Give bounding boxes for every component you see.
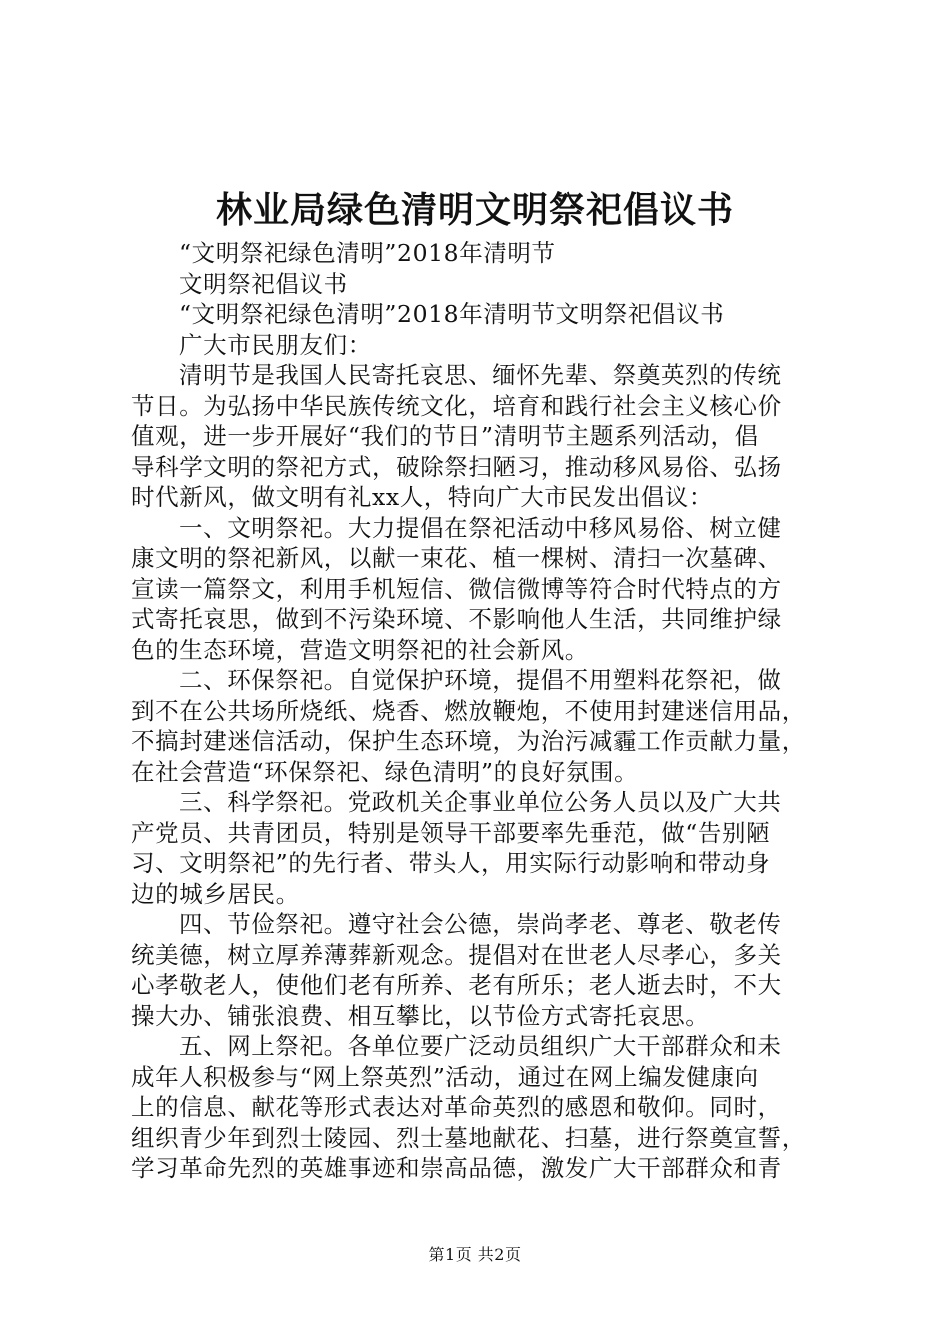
body-line: 式寄托哀思，做到不污染环境、不影响他人生活，共同维护绿 [131, 605, 782, 633]
body-line: 组织青少年到烈士陵园、烈士墓地献花、扫墓，进行祭奠宣誓， [131, 1123, 806, 1152]
body-line: 清明节是我国人民寄托哀思、缅怀先辈、祭奠英烈的传统 [179, 361, 782, 389]
body-line: 操大办、铺张浪费、相互攀比，以节俭方式寄托哀思。 [131, 1001, 710, 1030]
body-line: 色的生态环境，营造文明祭祀的社会新风。 [131, 635, 589, 664]
document-title: 林业局绿色清明文明祭祀倡议书 [215, 189, 734, 231]
body-line: 四、节俭祭祀。遵守社会公德，崇尚孝老、尊老、敬老传 [179, 910, 782, 938]
body-line: 到不在公共场所烧纸、烧香、燃放鞭炮，不使用封建迷信用品， [131, 696, 806, 725]
body-line: 上的信息、献花等形式表达对革命英烈的感恩和敬仰。同时， [131, 1093, 782, 1121]
body-line: 学习革命先烈的英雄事迹和崇高品德，激发广大干部群众和青 [131, 1154, 782, 1182]
body-line: 边的城乡居民。 [131, 879, 300, 908]
body-line: 值观，进一步开展好“我们的节日”清明节主题系列活动，倡 [131, 422, 759, 450]
body-line: 习、文明祭祀”的先行者、带头人，用实际行动影响和带动身 [131, 849, 771, 877]
body-line: 心孝敬老人，使他们老有所养、老有所乐；老人逝去时，不大 [131, 971, 782, 999]
body-line: 时代新风，做文明有礼xx人，特向广大市民发出倡议： [131, 483, 714, 511]
body-line: 文明祭祀倡议书 [179, 269, 348, 298]
body-line: 导科学文明的祭祀方式，破除祭扫陋习，推动移风易俗、弘扬 [131, 452, 782, 481]
body-line: 在社会营造“环保祭祀、绿色清明”的良好氛围。 [131, 757, 639, 786]
body-line: 二、环保祭祀。自觉保护环境，提倡不用塑料花祭祀，做 [179, 666, 782, 694]
page-footer: 第1页 共2页 [428, 1245, 522, 1264]
body-line: 广大市民朋友们： [179, 330, 372, 359]
body-line: 统美德，树立厚养薄葬新观念。提倡对在世老人尽孝心，多关 [131, 940, 782, 969]
body-line: “文明祭祀绿色清明”2018年清明节文明祭祀倡议书 [179, 300, 725, 328]
body-line: 产党员、共青团员，特别是领导干部要率先垂范，做“告别陋 [131, 818, 771, 847]
body-line: 五、网上祭祀。各单位要广泛动员组织广大干部群众和未 [179, 1032, 782, 1060]
body-line: “文明祭祀绿色清明”2018年清明节 [179, 239, 556, 267]
document-body [131, 238, 831, 1184]
body-line: 成年人积极参与“网上祭英烈”活动，通过在网上编发健康向 [131, 1062, 759, 1091]
body-line: 康文明的祭祀新风，以献一束花、植一棵树、清扫一次墓碑、 [131, 544, 782, 572]
body-line: 不搞封建迷信活动，保护生态环境，为治污减霾工作贡献力量， [131, 727, 806, 755]
body-line: 宣读一篇祭文，利用手机短信、微信微博等符合时代特点的方 [131, 574, 782, 603]
body-line: 一、文明祭祀。大力提倡在祭祀活动中移风易俗、树立健 [179, 513, 782, 542]
body-line: 节日。为弘扬中华民族传统文化，培育和践行社会主义核心价 [131, 391, 782, 420]
body-line: 三、科学祭祀。党政机关企事业单位公务人员以及广大共 [179, 788, 782, 816]
